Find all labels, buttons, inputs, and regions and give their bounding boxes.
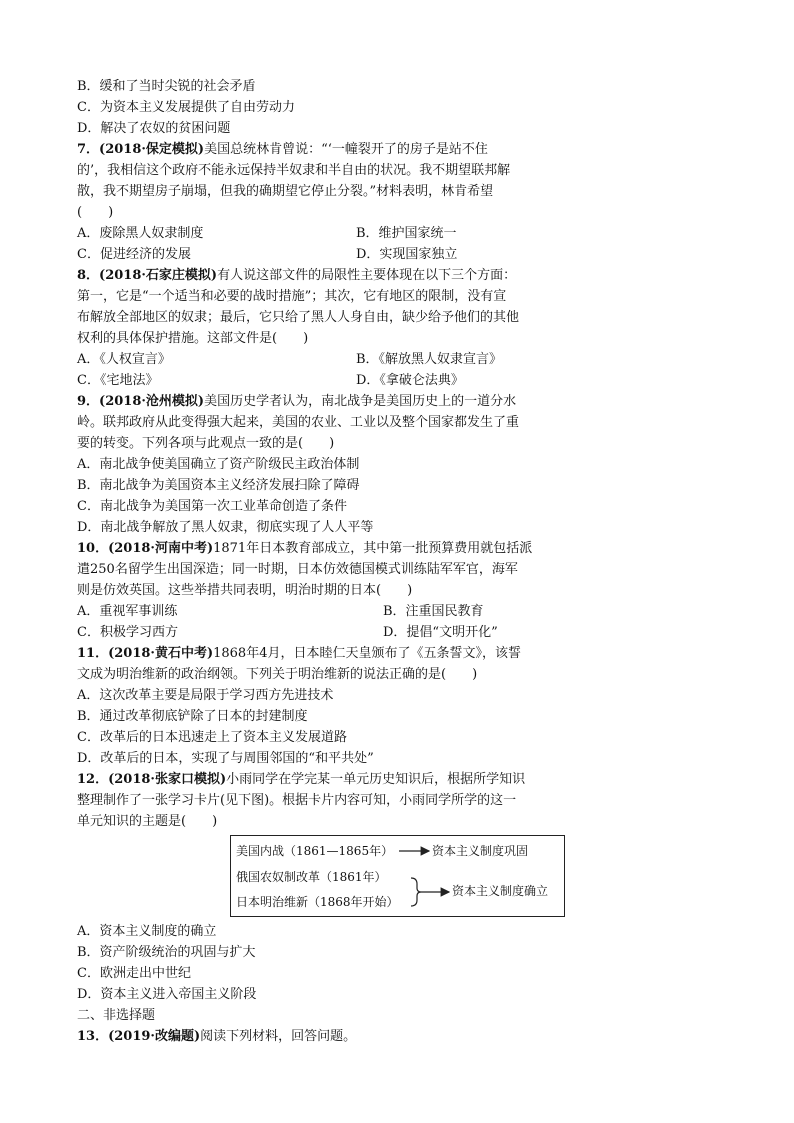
option-a: A．《人权宣言》: [77, 352, 171, 367]
question-8-stem-line: 布解放全部地区的奴隶；最后，它只给了黑人人身自由，缺少给予他们的其他: [77, 310, 520, 325]
option-d: D．资本主义进入帝国主义阶段: [77, 987, 257, 1002]
question-12-stem-line: 整理制作了一张学习卡片(见下图)。根据卡片内容可知，小雨同学所学的这一: [77, 793, 517, 808]
question-8-stem: 8．(2018·石家庄模拟)有人说这部文件的局限性主要体现在以下三个方面：: [77, 268, 517, 283]
option-a: A．废除黑人奴隶制度: [77, 226, 204, 241]
option-a: A．南北战争使美国确立了资产阶级民主政治体制: [77, 457, 360, 472]
question-9-stem-line: 要的转变。下列各项与此观点一致的是( ): [77, 436, 335, 451]
question-10-stem: 10．(2018·河南中考)1871年日本教育部成立，其中第一批预算费用就包括派: [77, 541, 533, 556]
question-7-options-row: [77, 223, 557, 244]
question-10-stem-line: 则是仿效英国。这些举措共同表明，明治时期的日本( ): [77, 583, 413, 598]
section-heading: 二、非选择题: [77, 1008, 156, 1023]
option-c: C．积极学习西方: [77, 625, 178, 640]
card-russia-reform: 俄国农奴制改革（1861年）: [236, 870, 387, 884]
option-d: D．改革后的日本，实现了与周围邻国的“和平共处”: [77, 751, 374, 766]
option-b: B．通过改革彻底铲除了日本的封建制度: [77, 709, 308, 724]
brace-icon: [411, 878, 421, 906]
option-d: D．《拿破仑法典》: [356, 373, 464, 388]
card-us-civil-war: 美国内战（1861—1865年）: [236, 844, 394, 858]
option-d: D．南北战争解放了黑人奴隶，彻底实现了人人平等: [77, 520, 374, 535]
option-c: C．促进经济的发展: [77, 247, 191, 262]
card-japan-meiji: 日本明治维新（1868年开始）: [236, 895, 399, 909]
document-page: [77, 76, 557, 1047]
study-card-figure: [230, 835, 565, 917]
question-9-stem-line: 岭。联邦政府从此变得强大起来，美国的农业、工业以及整个国家都发生了重: [77, 415, 520, 430]
option-a: A．重视军事训练: [77, 604, 178, 619]
question-7-stem-line: 散，我不期望房子崩塌，但我的确期望它停止分裂。”材料表明，林肯希望: [77, 184, 494, 199]
option-line: D．解决了农奴的贫困问题: [77, 121, 231, 136]
question-7-stem-line: 的’，我相信这个政府不能永远保持半奴隶和半自由的状况。我不期望联邦解: [77, 163, 511, 178]
question-13-stem: 13．(2019·改编题)阅读下列材料，回答问题。: [77, 1029, 357, 1044]
question-10-options-row: [77, 622, 557, 643]
option-a: A．这次改革主要是局限于学习西方先进技术: [77, 688, 334, 703]
question-8-options-row: [77, 370, 557, 391]
option-b: B．资产阶级统治的巩固与扩大: [77, 945, 256, 960]
question-8-options-row: [77, 349, 557, 370]
option-b: B．维护国家统一: [356, 226, 457, 241]
option-c: C．《宅地法》: [77, 373, 159, 388]
option-line: C．为资本主义发展提供了自由劳动力: [77, 100, 295, 115]
option-c: C．改革后的日本迅速走上了资本主义发展道路: [77, 730, 347, 745]
option-line: B．缓和了当时尖锐的社会矛盾: [77, 79, 256, 94]
question-7-stem-line: ( ): [77, 205, 114, 220]
option-b: B．注重国民教育: [383, 604, 484, 619]
card-us-result: 资本主义制度巩固: [432, 844, 529, 858]
question-11-stem-line: 文成为明治维新的政治纲领。下列关于明治维新的说法正确的是( ): [77, 667, 478, 682]
question-11-stem: 11．(2018·黄石中考)1868年4月，日本睦仁天皇颁布了《五条誓文》，该誓: [77, 646, 521, 661]
question-8-stem-line: 权利的具体保护措施。这部文件是( ): [77, 331, 309, 346]
question-7-stem: 7．(2018·保定模拟)美国总统林肯曾说：“‘一幢裂开了的房子是站不住: [77, 142, 488, 157]
option-c: C．南北战争为美国第一次工业革命创造了条件: [77, 499, 347, 514]
option-a: A．资本主义制度的确立: [77, 924, 217, 939]
option-d: D．提倡“文明开化”: [383, 625, 498, 640]
option-c: C．欧洲走出中世纪: [77, 966, 191, 981]
card-group-result: 资本主义制度确立: [452, 884, 549, 898]
question-7-options-row: [77, 244, 557, 265]
option-d: D．实现国家独立: [356, 247, 458, 262]
question-12-stem: 12．(2018·张家口模拟)小雨同学在学完某一单元历史知识后，根据所学知识: [77, 772, 526, 787]
question-10-options-row: [77, 601, 557, 622]
question-10-stem-line: 遣250名留学生出国深造；同一时期，日本仿效德国模式训练陆军军官，海军: [77, 562, 518, 577]
question-8-stem-line: 第一，它是“一个适当和必要的战时措施”；其次，它有地区的限制，没有宣: [77, 289, 507, 304]
question-9-stem: 9．(2018·沧州模拟)美国历史学者认为，南北战争是美国历史上的一道分水: [77, 394, 517, 409]
question-12-stem-line: 单元知识的主题是( ): [77, 814, 218, 829]
option-b: B．南北战争为美国资本主义经济发展扫除了障碍: [77, 478, 360, 493]
option-b: B．《解放黑人奴隶宣言》: [356, 352, 503, 367]
